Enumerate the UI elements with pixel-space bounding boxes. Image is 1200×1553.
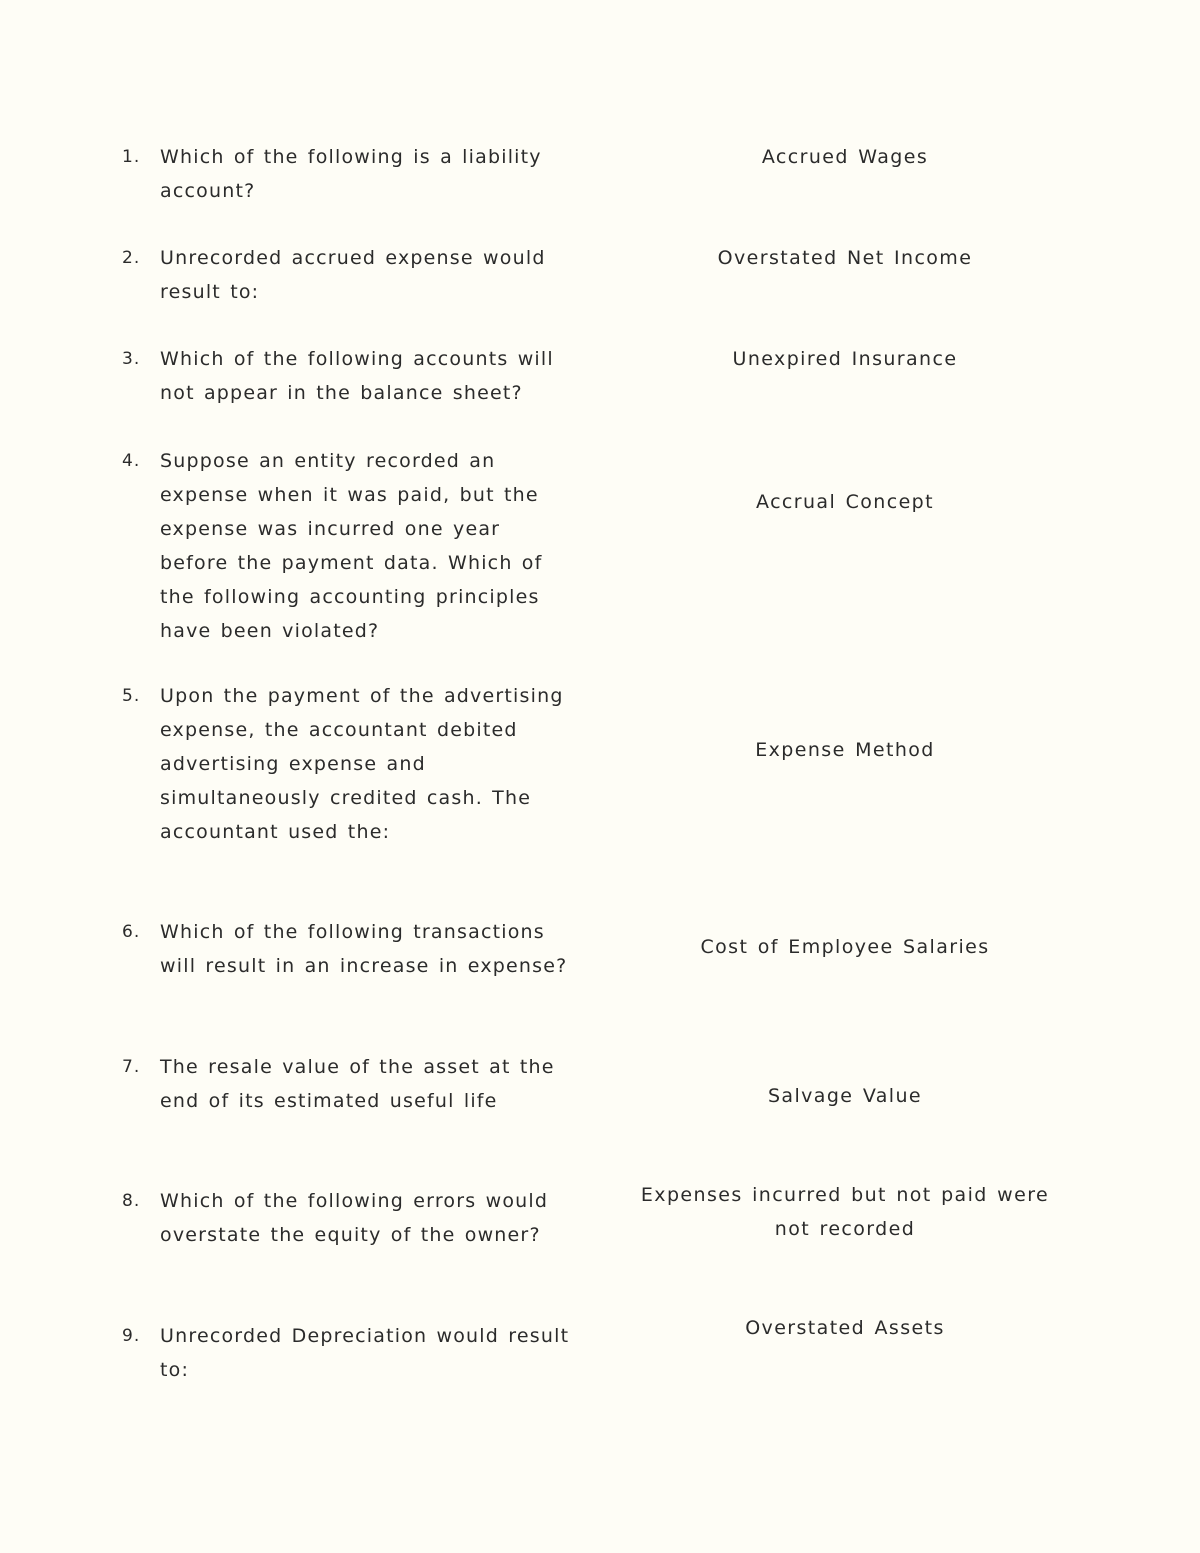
question-number: 6. — [122, 922, 141, 942]
answer-text: Accrued Wages — [761, 146, 929, 168]
answer-text: Accrual Concept — [756, 491, 934, 513]
question-number: 2. — [122, 248, 141, 268]
question-text: The resale value of the asset at the end of its estimated useful life — [160, 1056, 555, 1112]
answer-text: Overstated Net Income — [717, 247, 973, 269]
answer-text: Cost of Employee Salaries — [700, 936, 990, 958]
answer-text: Expense Method — [755, 739, 935, 761]
question-number: 3. — [122, 349, 141, 369]
question-number: 5. — [122, 686, 141, 706]
question-text: Which of the following accounts will not appear in the balance sheet? — [160, 348, 554, 404]
question-text: Which of the following errors would overstate the equity of the owner? — [160, 1190, 549, 1246]
question-text: Unrecorded accrued expense would result to: — [160, 247, 546, 303]
answer-text: Salvage Value — [767, 1085, 923, 1107]
answer-text: Unexpired Insurance — [732, 348, 958, 370]
question-number: 4. — [122, 451, 141, 471]
answer-text: Overstated Assets — [745, 1317, 945, 1339]
question-text: Which of the following transactions will result in an increase in expense? — [160, 921, 568, 977]
question-text: Suppose an entity recorded an expense when it was paid, but the expense was incurred one year before the payment data. Which of the following accounting principles have been violated? — [160, 450, 543, 642]
question-text: Unrecorded Depreciation would result to: — [160, 1325, 570, 1381]
question-number: 9. — [122, 1326, 141, 1346]
question-number: 1. — [122, 147, 141, 167]
question-text: Which of the following is a liability account? — [160, 146, 542, 202]
question-number: 8. — [122, 1191, 141, 1211]
question-number: 7. — [122, 1057, 141, 1077]
answer-text: Expenses incurred but not paid were not recorded — [640, 1184, 1050, 1240]
question-text: Upon the payment of the advertising expense, the accountant debited advertising expense and simultaneously credited cash. The accountant used the: — [160, 685, 564, 843]
